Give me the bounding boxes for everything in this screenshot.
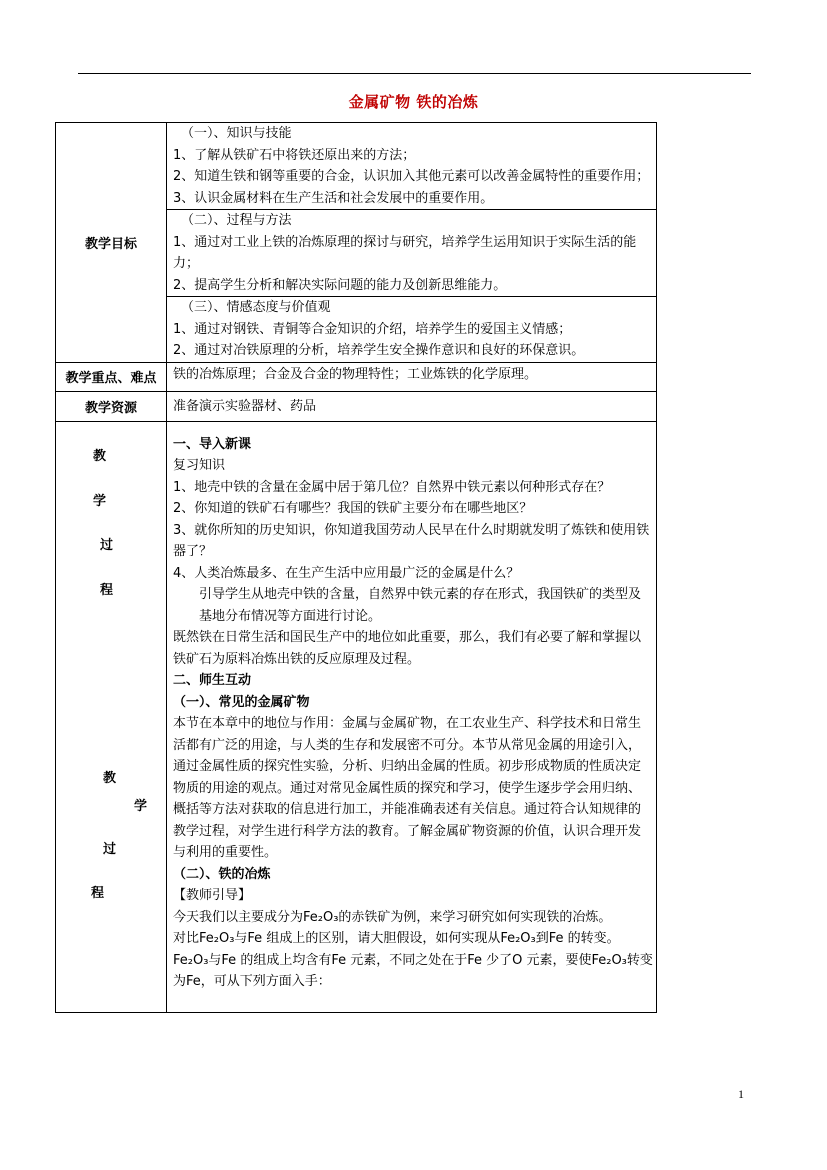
objective-item: 1、了解从铁矿石中将铁还原出来的方法； [173,147,416,163]
resources-row [56,391,656,421]
today-paragraph: 今天我们以主要成分为Fe₂O₃的赤铁矿为例，来学习研究如何实现铁的冶炼。 [173,909,612,925]
review-question: 2、你知道的铁矿石有哪些？我国的铁矿主要分布在哪些地区？ [173,501,533,516]
objective-item: 2、知道生铁和钢等重要的合金，认识加入其他元素可以改善金属特性的重要作用； [173,169,650,184]
focus-text: 铁的冶炼原理；合金及合金的物理特性；工业炼铁的化学原理。 [173,366,538,382]
minerals-paragraph: 本节在本章中的地位与作用：金属与金属矿物，在工农业生产、科学技术和日常生活都有广泛的用途，与人类的生存和发展密不可分。本节从常见金属的用途引入，通过金属性质的探究性实验，分析、归纳出金属的性质。初步形成物质的性质决定物质的用途的观点。通过对常见金属性质的探究和学习，使学生逐步学会用归纳、概括等方法对获取的信息进行加工，并能准确表述有关信息。通过符合认知规律的教学过程，对学生进行科学方法的教育。了解金属矿物资源的价值，认识合理开发与利用的重要性。 [173,716,642,860]
composition-paragraph: Fe₂O₃与Fe 的组成上均含有Fe 元素，不同之处在于Fe 少了O 元素，要使Fe₂O₃转变为Fe，可从下列方面入手： [173,952,653,989]
review-question: 4、人类冶炼最多、在生产生活中应用最广泛的金属是什么？ [173,565,520,581]
objective-item: 2、提高学生分析和解决实际问题的能力及创新思维能力。 [173,277,507,293]
objective-section-attitude [167,296,656,362]
process-label-char: 教 [103,770,117,786]
objective-heading: （一）、知识与技能 [181,126,292,141]
process-content [167,422,656,1012]
focus-row [56,362,656,391]
process-label-char: 学 [93,493,107,509]
objectives-row [56,123,656,362]
process-label [56,422,167,1012]
process-label-char: 程 [91,885,105,901]
objective-item: 1、通过对工业上铁的冶炼原理的探讨与研究，培养学生运用知识于实际生活的能力； [173,234,637,271]
subsection-heading: （二）、铁的冶炼 [173,866,271,882]
objective-item: 2、通过对冶铁原理的分析，培养学生安全操作意识和良好的环保意识。 [173,343,585,358]
process-label-char: 过 [100,537,114,553]
transition-paragraph: 既然铁在日常生活和国民生产中的地位如此重要，那么，我们有必要了解和掌握以铁矿石为原料冶炼出铁的反应原理及过程。 [173,630,642,667]
resources-label: 教学资源 [56,392,167,421]
compare-paragraph: 对比Fe₂O₃与Fe 组成上的区别，请大胆假设，如何实现从Fe₂O₃到Fe 的转变。 [173,931,620,946]
process-row [56,421,656,1012]
page-number: 1 [738,1087,744,1101]
objective-section-process [167,209,656,296]
section-heading: 二、师生互动 [173,673,252,688]
focus-label: 教学重点、难点 [56,363,167,391]
review-label: 复习知识 [173,458,226,473]
process-label-char: 程 [100,582,114,598]
review-question: 3、就你所知的历史知识，你知道我国劳动人民早在什么时期就发明了炼铁和使用铁器了？ [173,522,650,559]
objectives-label: 教学目标 [56,123,167,362]
process-label-char: 教 [93,448,107,464]
page-title: 金属矿物 铁的冶炼 [348,93,479,111]
guide-paragraph: 引导学生从地壳中铁的含量，自然界中铁元素的存在形式，我国铁矿的类型及基地分布情况等方面进行讨论。 [199,587,642,624]
objective-heading: （三）、情感态度与价值观 [181,300,331,315]
resources-text: 准备演示实验器材、药品 [173,398,317,414]
teacher-guide-label: 【教师引导】 [173,888,252,903]
process-label-char: 过 [103,841,117,857]
lesson-plan-table [55,122,657,1013]
objectives-content [167,123,656,362]
header-rule [78,73,751,74]
objective-item: 1、通过对钢铁、青铜等合金知识的介绍，培养学生的爱国主义情感； [173,321,572,337]
subsection-heading: （一）、常见的金属矿物 [173,694,310,710]
review-question: 1、地壳中铁的含量在金属中居于第几位？自然界中铁元素以何种形式存在？ [173,479,611,495]
objective-section-knowledge [167,123,656,209]
process-label-char: 学 [134,798,148,814]
section-heading: 一、导入新课 [173,436,252,452]
objective-heading: （二）、过程与方法 [181,213,292,228]
objective-item: 3、认识金属材料在生产生活和社会发展中的重要作用。 [173,190,494,206]
